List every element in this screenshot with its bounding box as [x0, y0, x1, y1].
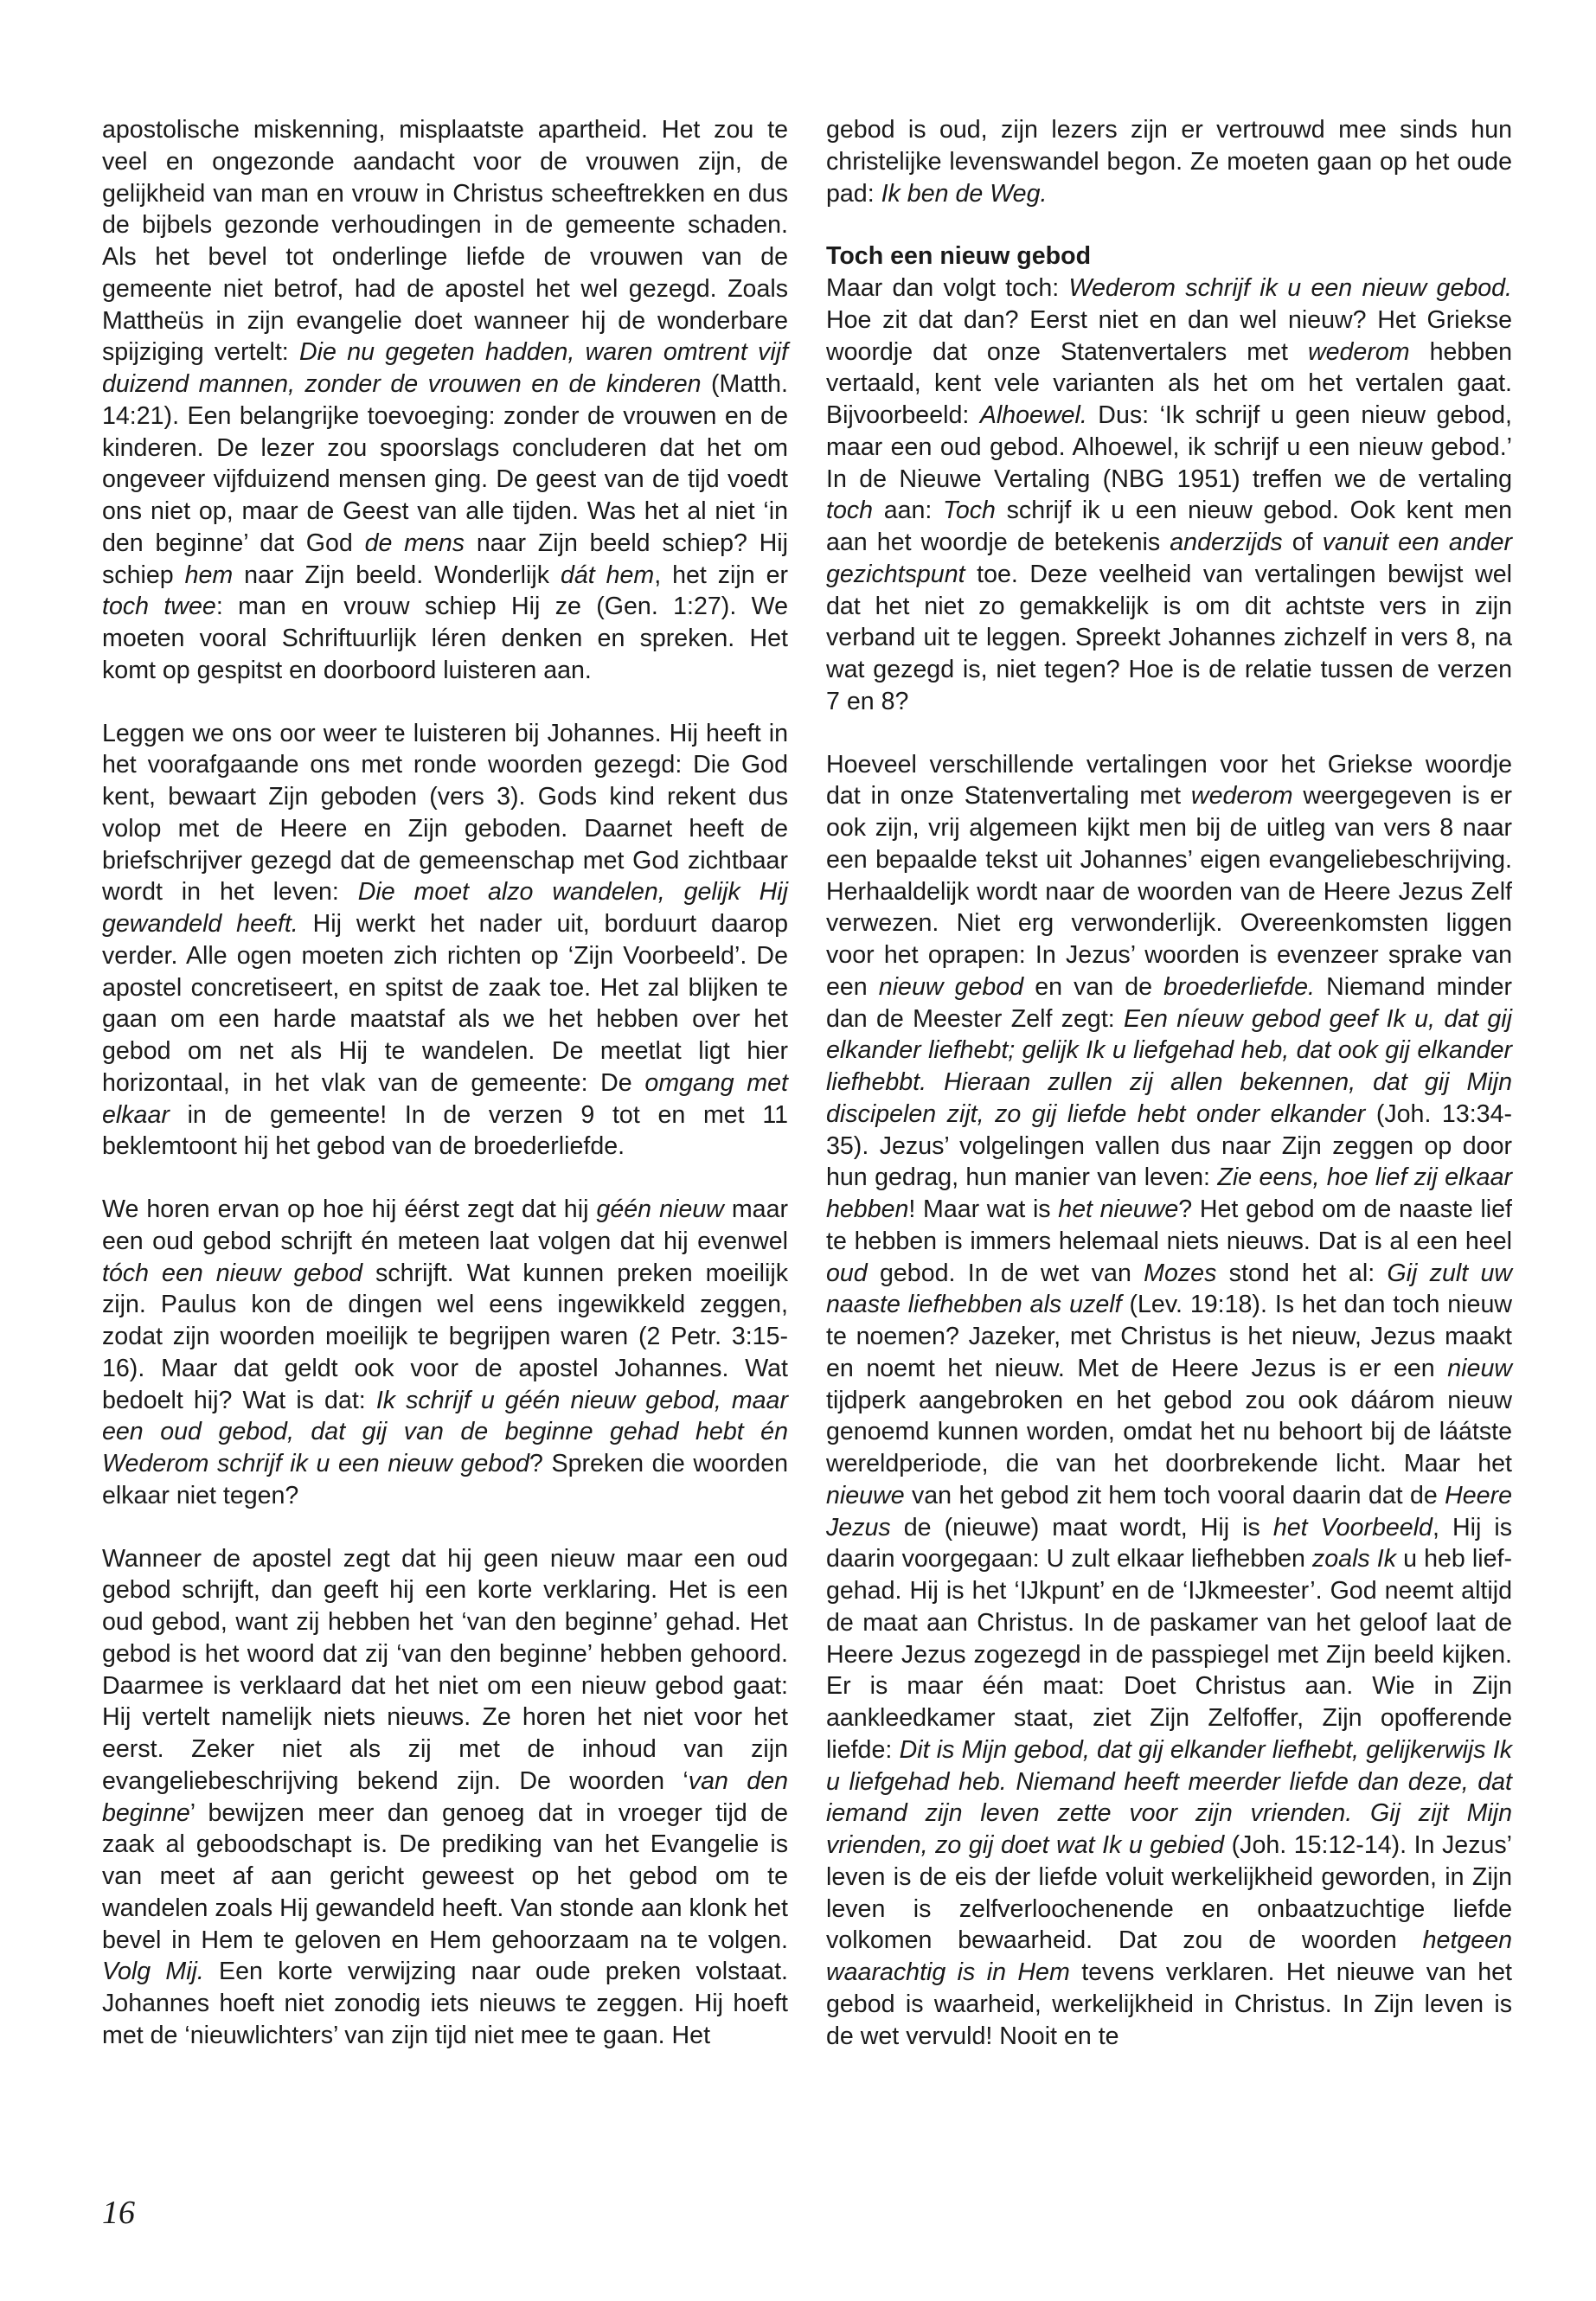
text-run: gebod. In de wet van	[867, 1259, 1144, 1287]
italic-text: Volg Mij.	[102, 1958, 204, 1986]
text-run: toe. Deze veelheid van vertalingen bewijst wel dat het niet zo gemakkelijk is om dit achtste vers in zijn verband uit te leggen. Spreekt Johannes zichzelf in vers 8, na wat gezegd is, niet tegen? Hoe is de relatie tussen de verzen 7 en 8?	[826, 560, 1512, 715]
right-column	[826, 114, 1512, 2052]
italic-text: tóch een nieuw gebod	[102, 1259, 363, 1287]
italic-text: toch	[826, 497, 874, 525]
italic-text: hem	[184, 561, 234, 589]
text-run: ? Spreken die woorden elkaar niet tegen?	[102, 1450, 788, 1509]
text-run: de (nieuwe) maat wordt, Hij is	[890, 1513, 1273, 1541]
text-run: en van de	[1023, 972, 1164, 1001]
text-run: , Hij is daarin voorgegaan: U zult elkaar liefhebben	[826, 1513, 1512, 1574]
italic-text: wederom	[1307, 337, 1410, 366]
text-run: schrijf ik u een nieuw gebod. Ook kent men aan het woordje de betekenis	[826, 497, 1512, 556]
italic-text: broederliefde.	[1163, 972, 1315, 1001]
italic-text: anderzijds	[1170, 529, 1283, 556]
text-run: Niemand minder dan de Meester Zelf zegt:	[826, 972, 1512, 1033]
italic-text: de mens	[364, 529, 465, 557]
text-run: Maar dan volgt toch:	[826, 274, 1069, 302]
paragraph	[102, 1194, 788, 1512]
italic-text: Zie eens, hoe lief zij elkaar hebben	[826, 1163, 1512, 1223]
italic-text: oud	[826, 1259, 868, 1287]
text-run: tevens verklaren. Het nieuwe van het gebod is waarheid, werkelijkheid in Christus. In Zijn leven is de wet vervuld! Nooit en te	[826, 1958, 1513, 2050]
text-run: apostolische miskenning, misplaatste apartheid. Het zou te veel en ongezonde aandacht voor de vrouwen zijn, de gelijkheid van man en vrouw in Christus scheeftrekken en dus de bijbels gezonde verhoudingen in de gemeente schaden. Als het bevel tot onderlinge liefde de vrouwen van de gemeente niet betrof, had de apostel het wel gezegd. Zoals Mattheüs in zijn evangelie doet wanneer hij de wonderbare spijziging vertelt:	[102, 116, 788, 367]
text-run: van het gebod zit hem toch vooral daarin dat de	[904, 1481, 1445, 1509]
italic-text: Alhoewel.	[979, 401, 1087, 429]
left-column	[102, 114, 788, 2052]
text-run: gebod is oud, zijn lezers zijn er vertrouwd mee sinds hun christelijke levenswandel begon. Ze moeten gaan op het oude pad:	[826, 116, 1512, 208]
text-run: : man en vrouw schiep Hij ze (Gen. 1:27). We moeten vooral Schriftuurlijk léren denken en spreken. Het komt op gespitst en doorboord luisteren aan.	[102, 593, 789, 684]
italic-text: nieuw gebod	[878, 972, 1024, 1001]
text-run: aan:	[873, 497, 943, 525]
text-run: stond het al:	[1216, 1259, 1388, 1287]
italic-text: Die moet alzo wandelen, gelijk Hij gewandeld heeft.	[102, 878, 788, 938]
text-run: Hoeveel verschillende vertalingen voor het Griekse woordje dat in onze Statenvertaling met	[826, 750, 1512, 811]
text-run: Hoe zit dat dan? Eerst niet en dan wel nieuw? Het Griekse woordje dat onze Statenvertalers met	[826, 305, 1512, 366]
text-run: hebben vertaald, kent vele varianten als het om het vertalen gaat. Bijvoorbeeld:	[826, 337, 1512, 429]
text-run: schrijft. Wat kunnen preken moeilijk zijn. Paulus kon de dingen wel eens ingewikkeld zeggen, zodat zijn woorden moeilijk te begrijpen waren (2 Petr. 3:15-16). Maar dat geldt ook voor de apostel Johannes. Wat bedoelt hij? Wat is dat:	[102, 1259, 789, 1414]
italic-text: Die nu gegeten hadden, waren omtrent vijf duizend mannen, zonder de vrouwen en de kinderen	[102, 338, 789, 398]
italic-text: nieuwe	[826, 1481, 905, 1509]
text-run: u heb liefgehad. Hij is het ‘IJkpunt’ en de ‘IJkmeester’. God neemt altijd de maat aan Christus. In de paskamer van het geloof laat de Heere Jezus zogezegd in de passpiegel met Zijn beeld kijken. Er is maar één maat: Doet Christus aan. Wie in Zijn aankleedkamer staat, ziet Zijn Zelfoffer, Zijn opofferende liefde:	[826, 1545, 1512, 1764]
italic-text: géén nieuw	[596, 1195, 724, 1223]
paragraph	[102, 1543, 788, 2052]
italic-text: het Voorbeeld	[1272, 1513, 1433, 1541]
italic-text: hetgeen waarachtig is in Hem	[826, 1926, 1512, 1986]
italic-text: Toch	[943, 497, 996, 525]
text-run: naar Zijn beeld schiep? Hij schiep	[102, 529, 788, 589]
section-heading: Toch een nieuw gebod	[826, 242, 1092, 271]
italic-text: zoals Ik	[1311, 1545, 1397, 1574]
text-run: Hij werkt het nader uit, borduurt daarop verder. Alle ogen moeten zich richten op ‘Zijn Voorbeeld’. De apostel concretiseert, en spitst de zaak toe. Het zal blijken te gaan om een harde maatstaf als we het hebben over het gebod om net als Hij te wandelen. De meetlat ligt hier horizontaal, in het vlak van de gemeente: De	[102, 910, 788, 1097]
text-run: tijdperk aangebroken en het gebod zou ook dáárom nieuw genoemd kunnen worden, omdat het nu behoort bij de láátste wereldperiode, die van het doorbrekende licht. Maar het	[826, 1386, 1512, 1477]
text-run: maar een oud gebod schrijft én meteen laat volgen dat hij evenwel	[102, 1195, 788, 1255]
italic-text: toch twee	[102, 593, 216, 621]
italic-text: Gij zult uw naaste liefhebben als uzelf	[826, 1259, 1512, 1319]
paragraph	[826, 749, 1512, 2053]
text-run: Wanneer de apostel zegt dat hij geen nieuw maar een oud gebod schrijft, dan geeft hij een korte verklaring. Het is een oud gebod, want zij hebben het ‘van den beginne’ gehad. Het gebod is het woord dat zij ‘van den beginne’ hebben gehoord. Daarmee is verklaard dat het niet om een nieuw gebod gaat: Hij vertelt namelijk niets nieuws. Ze horen het niet voor het eerst. Zeker niet als zij met de inhoud van zijn evangeliebeschrijving bekend zijn. De woorden ‘	[102, 1544, 788, 1795]
text-run: ’ bewijzen meer dan genoeg dat in vroeger tijd de zaak al geboodschapt is. De prediking van het Evangelie is van meet af aan gericht geweest op het gebod om te wandelen zoals Hij gewandeld heeft. Van stonde aan klonk het bevel in Hem te geloven en Hem gehoorzaam na te volgen.	[102, 1798, 788, 1954]
italic-text: nieuw	[1447, 1354, 1512, 1382]
italic-text: Wederom schrijf ik u een nieuw gebod.	[1068, 274, 1512, 302]
italic-text: Ik schrijf u géén nieuw gebod, maar een oud gebod, dat gij van de beginne gehad hebt én Wederom schrijf ik u een nieuw gebod	[102, 1386, 788, 1477]
italic-text: omgang met elkaar	[102, 1068, 788, 1129]
text-run: in de gemeente! In de verzen 9 tot en met 11 beklemtoont hij het gebod van de broederliefde.	[102, 1100, 788, 1161]
text-run: , het zijn er	[654, 561, 788, 589]
italic-text: wederom	[1190, 782, 1293, 811]
italic-text: dát hem	[560, 561, 655, 589]
text-run: ? Het gebod om de naaste lief te hebben is immers helemaal niets nieuws. Dat is al een heel	[826, 1195, 1512, 1255]
text-run: Een korte verwijzing naar oude preken volstaat. Johannes hoeft niet zonodig iets nieuws te zeggen. Hij hoeft met de ‘nieuwlichters’ van zijn tijd niet mee te gaan. Het	[102, 1958, 788, 2049]
italic-text: Ik ben de Weg.	[881, 179, 1048, 208]
paragraph	[826, 114, 1512, 209]
italic-text: Een níeuw gebod geef Ik u, dat gij elkander liefhebt; gelijk Ik u liefgehad heb, dat ook gij elkander liefhebbt. Hieraan zullen zij allen bekennen, dat gij Mijn discipelen zijt, zo gij liefde hebt onder elkander	[826, 1004, 1512, 1128]
text-run: ! Maar wat is	[908, 1195, 1059, 1223]
italic-text: Heere Jezus	[826, 1481, 1512, 1541]
text-run: of	[1282, 529, 1323, 556]
text-run: (Lev. 19:18). Is het dan toch nieuw te noemen? Jazeker, met Christus is het nieuw, Jezus maakt en noemt het nieuw. Met de Heere Jezus is er een	[826, 1291, 1512, 1382]
text-run: (Joh. 13:34-35). Jezus’ volgelingen vallen dus naar Zijn zeggen op door hun gedrag, hun manier van leven:	[826, 1099, 1512, 1192]
text-run: Dus: ‘Ik schrijf u geen nieuw gebod, maar een oud gebod. Alhoewel, ik schrijf u een nieuw gebod.’ In de Nieuwe Vertaling (NBG 1951) treffen we de vertaling	[826, 401, 1512, 493]
italic-text: vanuit een ander gezichtspunt	[826, 529, 1512, 588]
italic-text: van den beginne	[102, 1766, 788, 1827]
text-run: weergegeven is er ook zijn, vrij algemeen kijkt men bij de uitleg van vers 8 naar een bepaalde tekst uit Johannes’ eigen evangeliebeschrijving. Herhaaldelijk wordt naar de woorden van de Heere Jezus Zelf verwezen. Niet erg verwonderlijk. Overeenkomsten liggen voor het oprapen: In Jezus’ woorden is evenzeer sprake van een	[826, 782, 1512, 1001]
text-run: We horen ervan op hoe hij éérst zegt dat hij	[102, 1195, 597, 1223]
text-run: Leggen we ons oor weer te luisteren bij Johannes. Hij heeft in het voorafgaande ons met ronde woorden gezegd: Die God kent, bewaart Zijn geboden (vers 3). Gods kind rekent dus volop met de Heere en Zijn geboden. Daarnet heeft de briefschrijver gezegd dat de gemeenschap met God zichtbaar wordt in het leven:	[102, 719, 788, 907]
italic-text: Mozes	[1144, 1259, 1217, 1287]
paragraph	[826, 272, 1512, 718]
paragraph	[102, 718, 788, 1163]
italic-text: Dit is Mijn gebod, dat gij elkander liefhebt, gelijkerwijs Ik u liefgehad heb. Niemand heeft meerder liefde dan deze, dat iemand zijn leven zette voor zijn vrienden. Gij zijt Mijn vrienden, zo gij doet wat Ik u gebied	[826, 1735, 1512, 1859]
paragraph	[102, 114, 788, 687]
text-run: (Matth. 14:21). Een belangrijke toevoeging: zonder de vrouwen en de kinderen. De lezer zou spoorslags concluderen dat het om ongeveer vijfduizend mensen ging. De geest van de tijd voedt ons niet op, maar de Geest van alle tijden. Was het al niet ‘in den beginne’ dat God	[102, 370, 788, 557]
text-run: (Joh. 15:12-14). In Jezus’ leven is de eis der liefde voluit werkelijkheid geworden, in Zijn leven is zelfverloochenende en onbaatzuchtige liefde volkomen bewaarheid. Dat zou de woorden	[826, 1831, 1512, 1955]
italic-text: het nieuwe	[1058, 1195, 1179, 1223]
page-number: 16	[102, 2195, 135, 2231]
text-run: naar Zijn beeld. Wonderlijk	[233, 561, 561, 589]
